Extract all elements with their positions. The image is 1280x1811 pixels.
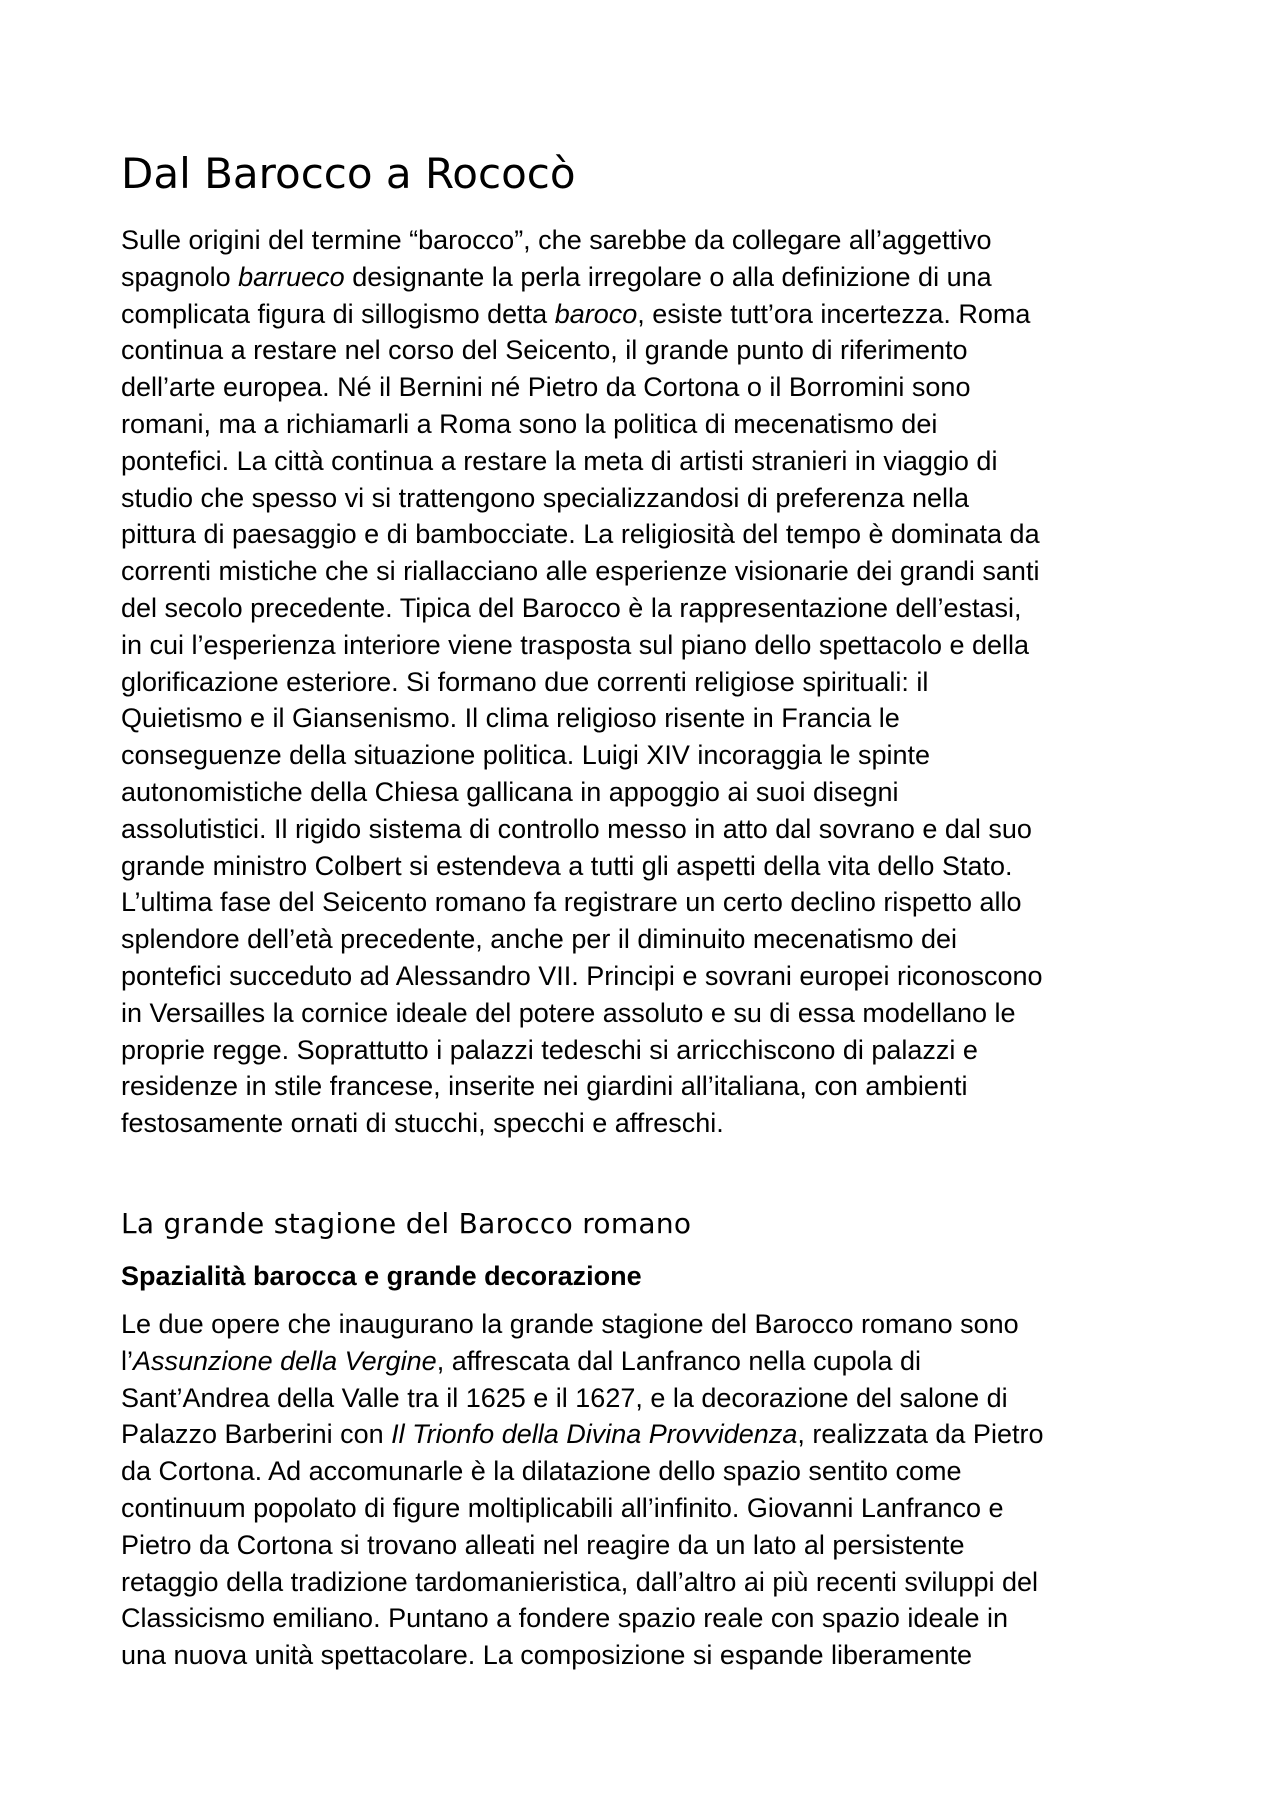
text-run: Palazzo Barberini con [121, 1419, 392, 1450]
text-run: in cui l’esperienza interiore viene trasposta sul piano dello spettacolo e della [121, 629, 1030, 660]
text-run: glorificazione esteriore. Si formano due correnti religiose spirituali: il [121, 666, 929, 697]
text-run: residenze in stile francese, inserite nei giardini all’italiana, con ambienti [121, 1071, 968, 1102]
text-run: Quietismo e il Giansenismo. Il clima religioso risente in Francia le [121, 703, 900, 734]
paragraph-intro [121, 222, 1043, 1142]
text-line [121, 480, 1043, 517]
text-line [121, 1453, 1043, 1490]
text-run: conseguenze della situazione politica. Luigi XIV incoraggia le spinte [121, 740, 931, 771]
text-line [121, 369, 1043, 406]
subsection-heading: Spazialità barocca e grande decorazione [121, 1261, 642, 1291]
text-line [121, 627, 1043, 664]
text-run: continuum popolato di figure moltiplicabili all’infinito. Giovanni Lanfranco e [121, 1492, 1004, 1523]
text-run: spagnolo [121, 261, 239, 292]
text-line [121, 296, 1043, 333]
text-run: proprie regge. Soprattutto i palazzi tedeschi si arricchiscono di palazzi e [121, 1034, 978, 1065]
text-line [121, 516, 1043, 553]
text-run: studio che spesso vi si trattengono specializzandosi di preferenza nella [121, 482, 969, 513]
text-line [121, 958, 1043, 995]
text-run: romani, ma a richiamarli a Roma sono la politica di mecenatismo dei [121, 408, 938, 439]
text-run: in Versailles la cornice ideale del potere assoluto e su di essa modellano le [121, 997, 1016, 1028]
text-line [121, 1343, 1043, 1380]
italic-text-run: Assunzione della Vergine [133, 1345, 437, 1376]
text-line [121, 1306, 1043, 1343]
text-line [121, 848, 1043, 885]
text-run: grande ministro Colbert si estendeva a tutti gli aspetti della vita dello Stato. [121, 850, 1013, 881]
italic-text-run: baroco [554, 298, 638, 329]
text-run: , realizzata da Pietro [797, 1419, 1044, 1450]
text-line [121, 1416, 1043, 1453]
text-run: una nuova unità spettacolare. La composizione si espande liberamente [121, 1640, 973, 1671]
text-run: Sulle origini del termine “barocco”, che sarebbe da collegare all’aggettivo [121, 225, 992, 255]
text-line [121, 921, 1043, 958]
text-run: Le due opere che inaugurano la grande stagione del Barocco romano sono [121, 1309, 1019, 1339]
text-run: retaggio della tradizione tardomanieristica, dall’altro ai più recenti sviluppi del [121, 1566, 1038, 1597]
italic-text-run: barrueco [238, 261, 345, 292]
text-line [121, 1490, 1043, 1527]
text-line [121, 884, 1043, 921]
text-run: splendore dell’età precedente, anche per il diminuito mecenatismo dei [121, 924, 957, 955]
text-line [121, 332, 1043, 369]
section-heading: La grande stagione del Barocco romano [121, 1207, 692, 1240]
text-run: festosamente ornati di stucchi, specchi e affreschi. [121, 1108, 724, 1139]
text-run: L’ultima fase del Seicento romano fa registrare un certo declino rispetto allo [121, 887, 1022, 918]
text-run: pontefici. La città continua a restare la meta di artisti stranieri in viaggio di [121, 445, 998, 476]
text-line [121, 1068, 1043, 1105]
text-run: Sant’Andrea della Valle tra il 1625 e il 1627, e la decorazione del salone di [121, 1382, 1008, 1413]
text-line [121, 811, 1043, 848]
text-line [121, 1600, 1043, 1637]
document-content [121, 146, 1171, 1671]
text-run: del secolo precedente. Tipica del Barocco è la rappresentazione dell’estasi, [121, 592, 1022, 623]
text-run: l’ [121, 1345, 133, 1376]
italic-text-run: Il Trionfo della Divina Provvidenza [391, 1419, 798, 1450]
text-run: pontefici succeduto ad Alessandro VII. Principi e sovrani europei riconoscono [121, 960, 1043, 991]
text-line [121, 590, 1043, 627]
text-run: autonomistiche della Chiesa gallicana in appoggio ai suoi disegni [121, 776, 899, 807]
text-run: complicata figura di sillogismo detta [121, 298, 555, 329]
text-line [121, 737, 1043, 774]
text-run: , esiste tutt’ora incertezza. Roma [637, 298, 1031, 329]
document-title: Dal Barocco a Rococò [121, 149, 576, 198]
text-line [121, 1637, 1043, 1674]
text-line [121, 1032, 1043, 1069]
text-line [121, 1105, 1043, 1142]
text-line [121, 406, 1043, 443]
text-run: continua a restare nel corso del Seicento, il grande punto di riferimento [121, 335, 968, 366]
text-run: dell’arte europea. Né il Bernini né Pietro da Cortona o il Borromini sono [121, 372, 971, 403]
text-run: assolutistici. Il rigido sistema di controllo messo in atto dal sovrano e dal suo [121, 813, 1032, 844]
text-line [121, 1564, 1043, 1601]
text-line [121, 222, 1043, 259]
text-run: designante la perla irregolare o alla definizione di una [344, 261, 992, 292]
text-run: , affrescata dal Lanfranco nella cupola di [436, 1345, 922, 1376]
text-run: Pietro da Cortona si trovano alleati nel reagire da un lato al persistente [121, 1529, 965, 1560]
text-line [121, 443, 1043, 480]
text-line [121, 1527, 1043, 1564]
text-line [121, 995, 1043, 1032]
paragraph-spazialita [121, 1306, 1043, 1674]
text-run: pittura di paesaggio e di bambocciate. La religiosità del tempo è dominata da [121, 519, 1040, 550]
text-line [121, 553, 1043, 590]
text-run: da Cortona. Ad accomunarle è la dilatazione dello spazio sentito come [121, 1456, 962, 1487]
text-line [121, 774, 1043, 811]
text-line [121, 700, 1043, 737]
text-line [121, 259, 1043, 296]
text-run: Classicismo emiliano. Puntano a fondere spazio reale con spazio ideale in [121, 1603, 1009, 1634]
text-line [121, 664, 1043, 701]
text-run: correnti mistiche che si riallacciano alle esperienze visionarie dei grandi santi [121, 556, 1040, 587]
text-line [121, 1380, 1043, 1417]
